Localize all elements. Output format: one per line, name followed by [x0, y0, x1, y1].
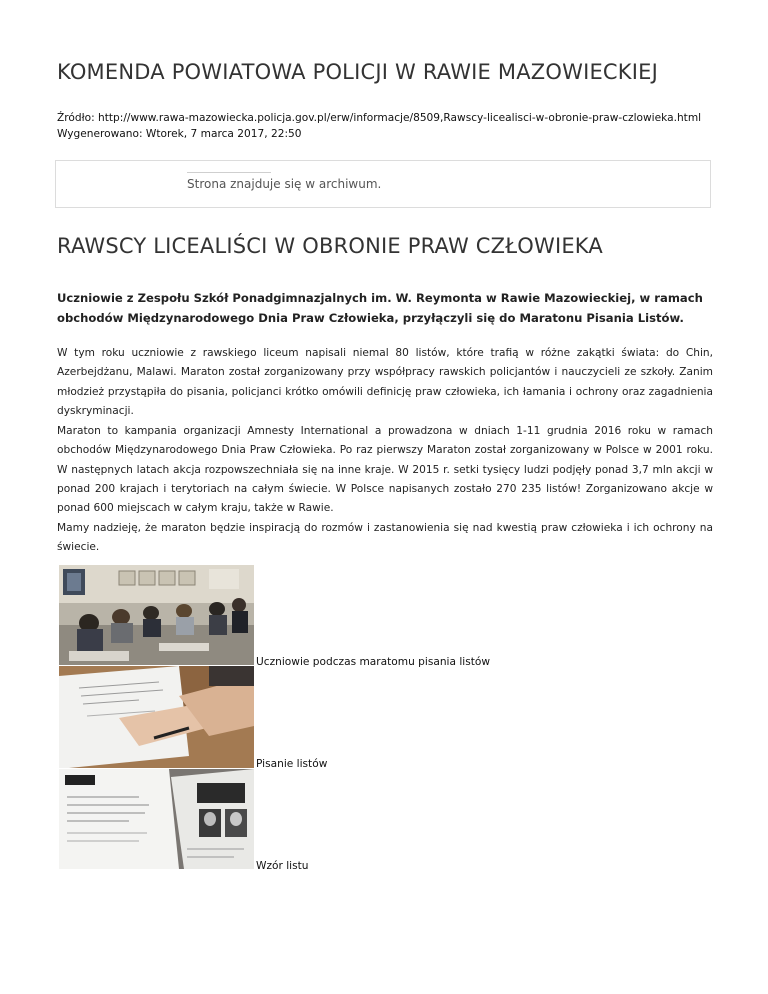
- source-line: Źródło: http://www.rawa-mazowiecka.policja.gov.pl/erw/informacje/8509,Rawscy-licealisci-w-obronie-praw-czlowieka.html: [57, 112, 702, 124]
- photo-caption: Pisanie listów: [256, 758, 328, 770]
- photo-caption: Uczniowie podczas maratomu pisania listów: [256, 656, 491, 668]
- photo-classroom[interactable]: [59, 565, 254, 665]
- archive-divider: [187, 172, 271, 173]
- article-title: RAWSCY LICEALIŚCI W OBRONIE PRAW CZŁOWIEKA: [57, 234, 603, 258]
- photo-sample-letter[interactable]: [59, 769, 254, 869]
- site-title: KOMENDA POWIATOWA POLICJI W RAWIE MAZOWIECKIEJ: [57, 60, 659, 84]
- photo-writing-letters[interactable]: [59, 666, 254, 768]
- photo-caption: Wzór listu: [256, 860, 309, 872]
- article-paragraph: W tym roku uczniowie z rawskiego liceum napisali niemal 80 listów, które trafią w różne zakątki świata: do Chin, Azerbejdżanu, Malawi. Maraton został zorganizowany przy współpracy rawskich policjantów i nauczycieli ze szkoły. Zanim młodzież przystąpiła do pisania, policjanci krótko omówili definicję praw człowieka, ich łamania i ochrony oraz zagadnienia dyskryminacji.: [57, 347, 713, 417]
- article-lead: Uczniowie z Zespołu Szkół Ponadgimnazjalnych im. W. Reymonta w Rawie Mazowieckiej, w ramach obchodów Międzynarodowego Dnia Praw Człowieka, przyłączyli się do Maratonu Pisania Listów.: [57, 291, 703, 325]
- article-paragraph: Mamy nadzieję, że maraton będzie inspiracją do rozmów i zastanowienia się nad kwestią praw człowieka i ich ochrony na świecie.: [57, 522, 713, 554]
- document-meta: [57, 110, 701, 142]
- archive-notice-text: Strona znajduje się w archiwum.: [187, 177, 382, 191]
- article-paragraph: Maraton to kampania organizacji Amnesty International a prowadzona w dniach 1-11 grudnia 2016 roku w ramach obchodów Międzynarodowego Dnia Praw Człowieka. Po raz pierwszy Maraton został zorganizowany w Polsce w 2001 roku. W następnych latach akcja rozpowszechniała się na inne kraje. W 2015 r. setki tysięcy ludzi podjęły ponad 3,7 mln akcji w ponad 200 krajach i terytoriach na całym świecie. W Polsce napisanych zostało 270 235 listów! Zorganizowano akcje w ponad 600 miejscach w całym kraju, także w Rawie.: [57, 425, 713, 515]
- generated-line: Wygenerowano: Wtorek, 7 marca 2017, 22:50: [57, 128, 302, 140]
- archive-notice-box: [55, 160, 711, 208]
